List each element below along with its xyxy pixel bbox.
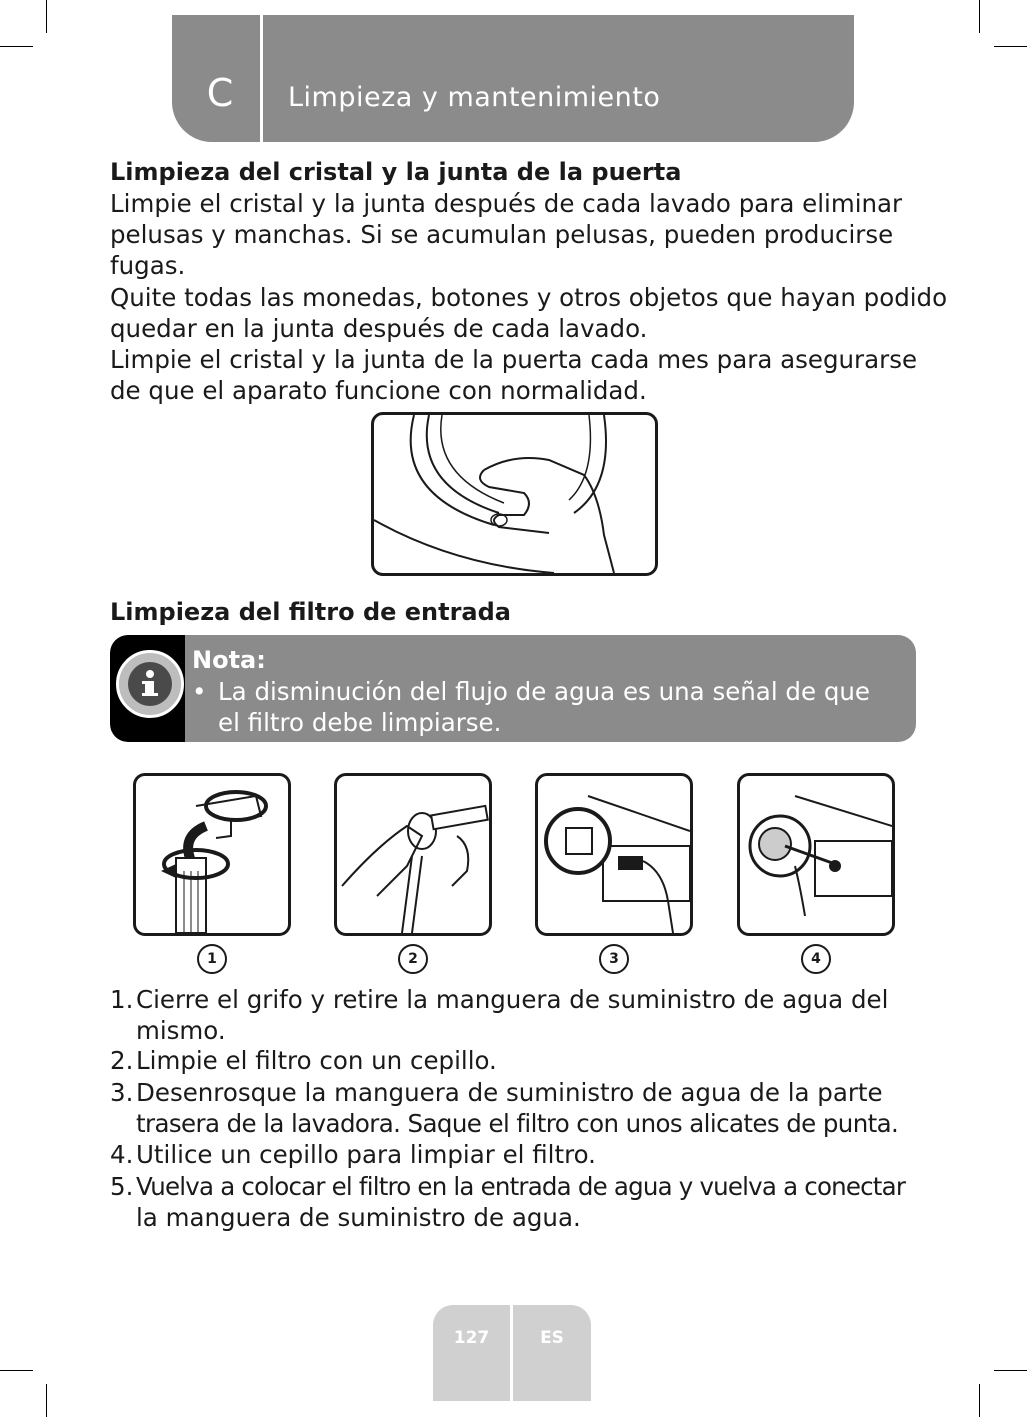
step-list-number: 2. [110, 1046, 134, 1075]
crop-mark [46, 1384, 47, 1417]
step-number-badge: 2 [398, 944, 428, 974]
step-number-badge: 3 [599, 944, 629, 974]
step-list-text: trasera de la lavadora. Saque el filtro con unos alicates de punta. [136, 1109, 899, 1138]
crop-mark [979, 0, 980, 33]
step-figure-2 [334, 773, 492, 936]
paragraph-line: Limpie el cristal y la junta después de cada lavado para eliminar [110, 189, 903, 218]
paragraph-line: Limpie el cristal y la junta de la puerta cada mes para asegurarse [110, 345, 918, 374]
step-figure-4 [737, 773, 895, 936]
step-list-text: la manguera de suministro de agua. [136, 1203, 581, 1232]
footer-language-tab [513, 1305, 591, 1401]
note-text-line: La disminución del flujo de agua es una señal de que [218, 677, 870, 706]
crop-mark [0, 1370, 33, 1371]
page-number: 127 [453, 1328, 490, 1348]
step-list-text: Desenrosque la manguera de suministro de agua de la parte [136, 1078, 883, 1107]
crop-mark [994, 1370, 1027, 1371]
step-list-number: 5. [110, 1172, 134, 1201]
step-list-text: Cierre el grifo y retire la manguera de suministro de agua del [136, 985, 889, 1014]
step-list-text: Utilice un cepillo para limpiar el filtro. [136, 1140, 596, 1169]
crop-mark [46, 0, 47, 33]
header-divider [260, 15, 263, 142]
paragraph-line: fugas. [110, 251, 186, 280]
paragraph-line: pelusas y manchas. Si se acumulan pelusas, pueden producirse [110, 220, 894, 249]
door-seal-illustration [371, 412, 658, 576]
step-list-text: Vuelva a colocar el filtro en la entrada de agua y vuelva a conectar [136, 1172, 906, 1201]
section-heading-inlet-filter: Limpieza del filtro de entrada [110, 598, 511, 626]
crop-mark [994, 46, 1027, 47]
step-list-text: Limpie el filtro con un cepillo. [136, 1046, 497, 1075]
step-list-number: 3. [110, 1078, 134, 1107]
step-figure-3 [535, 773, 693, 936]
note-title: Nota: [192, 646, 266, 674]
note-text-line: el filtro debe limpiarse. [218, 708, 502, 737]
paragraph-line: de que el aparato funcione con normalidad. [110, 376, 647, 405]
chapter-letter: C [206, 71, 234, 115]
step-number-badge: 1 [197, 944, 227, 974]
step-number-badge: 4 [801, 944, 831, 974]
section-heading-door-glass: Limpieza del cristal y la junta de la puerta [110, 158, 682, 186]
step-list-number: 1. [110, 985, 134, 1014]
note-bullet: • [192, 677, 207, 706]
crop-mark [979, 1384, 980, 1417]
paragraph-line: quedar en la junta después de cada lavado. [110, 314, 648, 343]
step-list-text: mismo. [136, 1016, 226, 1045]
step-list-number: 4. [110, 1140, 134, 1169]
door-seal-drawing [374, 415, 655, 573]
info-icon [116, 650, 184, 718]
crop-mark [0, 46, 33, 47]
footer-page-tab [433, 1305, 510, 1401]
language-code: ES [540, 1328, 564, 1348]
paragraph-line: Quite todas las monedas, botones y otros objetos que hayan podido [110, 283, 948, 312]
chapter-title: Limpieza y mantenimiento [288, 82, 661, 113]
chapter-header [172, 15, 854, 142]
step-figure-1 [133, 773, 291, 936]
